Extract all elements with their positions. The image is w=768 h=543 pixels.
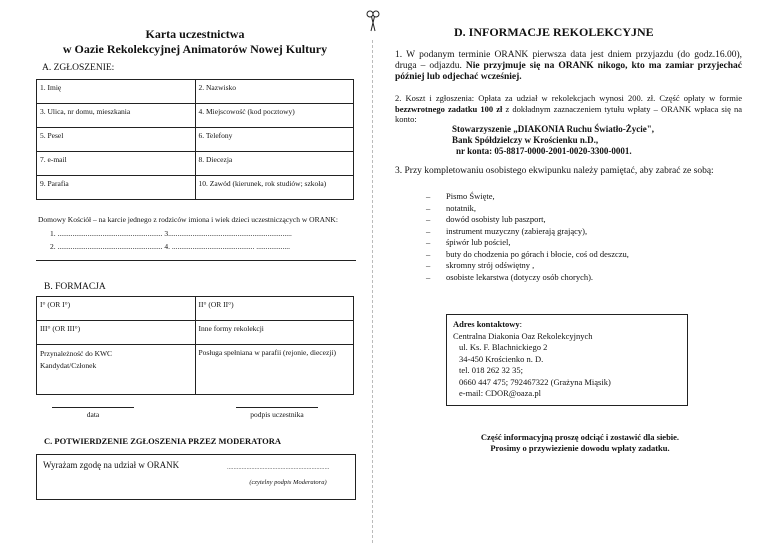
moderator-sign-label: (czytelny podpis Moderatora) [249,479,327,486]
formation-other-retreats[interactable]: Inne formy rekolekcji [195,321,354,345]
info-paragraph-3: 3. Przy kompletowaniu osobistego ekwipunku należy pamiętać, aby zabrać ze sobą: [395,166,714,176]
list-item: – dowód osobisty lub paszport, [426,214,736,226]
field-phones[interactable]: 6. Telefony [195,128,354,152]
field-last-name[interactable]: 2. Nazwisko [195,80,354,104]
footer-line-1: Część informacyjną proszę odciąć i zostawić dla siebie. [480,432,680,442]
list-item: – instrument muzyczny (zabierają grający), [426,226,736,238]
p2-bold: bezzwrotnego zadatku 100 zł [395,103,503,114]
p2-text-b: z dokładnym zaznaczeniem tytułu wpłaty – ORANK wpłaca się na konto: [395,103,742,124]
footer-notes [400,432,760,454]
formation-parish-service[interactable]: Posługa spełniana w parafii (rejonie, diecezji) [195,345,354,395]
contact-email: e-mail: CDOR@oaza.pl [459,388,541,398]
bank-line-3: nr konta: 05-8817-0000-2001-0020-3300-0001. [456,146,632,156]
bank-line-2: Bank Spółdzielczy w Krościenku n.D., [452,135,599,145]
date-signature-line[interactable] [52,407,134,408]
card-title [40,27,350,57]
list-item: – buty do chodzenia po górach i błocie, coś od deszczu, [426,249,736,261]
list-item: – Pismo Święte, [426,191,736,203]
children-line-1[interactable]: 1. ........................................................ 3.................................................................. [50,229,292,238]
moderator-dots[interactable]: ............................................................... [227,464,330,471]
p1-bold: Nie przyjmuje się na ORANK nikogo, kto ma zamiar przyjechać później lub odjechać wcześniej. [395,61,742,82]
divider-line [36,260,356,261]
field-street[interactable]: 3. Ulica, nr domu, mieszkania [37,104,196,128]
field-pesel[interactable]: 5. Pesel [37,128,196,152]
children-line-2[interactable]: 2. ........................................................ 4. ............................................ .................. [50,242,290,251]
home-church-note: Domowy Kościół – na karcie jednego z rodziców imiona i wiek dzieci uczestniczących w ORANK: [38,215,338,224]
contact-line-3: 34-450 Krościenko n. D. [459,353,544,364]
card-title-line1: Karta uczestnictwa [145,27,245,41]
contact-heading: Adres kontaktowy: [453,319,523,329]
list-item: – notatnik, [426,203,736,215]
participant-signature-label: podpis uczestnika [250,410,304,419]
section-a-heading: A. ZGŁOSZENIE: [42,63,115,73]
field-email[interactable]: 7. e-mail [37,152,196,176]
section-c-heading: C. POTWIERDZENIE ZGŁOSZENIA PRZEZ MODERATORA [44,436,282,446]
formation-third-degree[interactable]: III° (OR III°) [37,321,196,345]
section-b-heading: B. FORMACJA [44,282,106,292]
card-title-line2: w Oazie Rekolekcyjnej Animatorów Nowej Kultury [62,42,328,56]
field-parish[interactable]: 9. Parafia [37,176,196,200]
field-occupation[interactable]: 10. Zawód (kierunek, rok studiów; szkoła) [195,176,354,200]
formation-table [36,296,354,395]
field-diocese[interactable]: 8. Diecezja [195,152,354,176]
formation-first-degree[interactable]: I° (OR I°) [37,297,196,321]
contact-line-2: ul. Ks. F. Blachnickiego 2 [459,342,548,352]
equipment-list [426,191,736,283]
contact-line-4: tel. 018 262 32 35; [459,365,523,375]
participant-signature-line[interactable] [236,407,318,408]
contact-line-1: Centralna Diakonia Oaz Rekolekcyjnych [453,330,593,341]
field-first-name[interactable]: 1. Imię [37,80,196,104]
cut-line [372,40,373,543]
info-paragraph-1 [395,50,742,83]
field-city[interactable]: 4. Miejscowość (kod pocztowy) [195,104,354,128]
footer-line-2: Prosimy o przywiezienie dowodu wpłaty zadatku. [490,443,670,453]
bank-line-1: Stowarzyszenie „DIAKONIA Ruchu Światło-Życie", [452,124,654,134]
bank-details [452,124,654,157]
info-paragraph-2 [395,93,742,125]
formation-second-degree[interactable]: II° (OR II°) [195,297,354,321]
list-item: – śpiwór lub pościel, [426,237,736,249]
date-label: data [86,410,100,419]
info-title: D. INFORMACJE REKOLEKCYJNE [454,25,654,39]
contact-line-5: 0660 447 475; 792467322 (Grażyna Miąsik) [459,376,611,387]
contact-box [446,314,688,406]
p2-text-a: 2. Koszt i zgłoszenia: Opłata za udział w rekolekcjach wynosi 200. zł. Część opłaty w formie [395,93,742,103]
list-item: – skromny strój odświętny , [426,260,736,272]
consent-text: Wyrażam zgodę na udział w ORANK [43,460,180,470]
list-item: – osobiste lekarstwa (dotyczy osób chorych). [426,272,736,284]
scissors-icon [365,10,381,37]
registration-table [36,79,354,200]
p1-text: 1. W podanym terminie ORANK pierwsza data jest dniem przyjazdu (do godz.16.00), druga – odjazdu. [395,50,742,71]
formation-kwc[interactable]: Przynależność do KWC Kandydat/Członek [37,345,196,395]
moderator-box [36,454,356,500]
